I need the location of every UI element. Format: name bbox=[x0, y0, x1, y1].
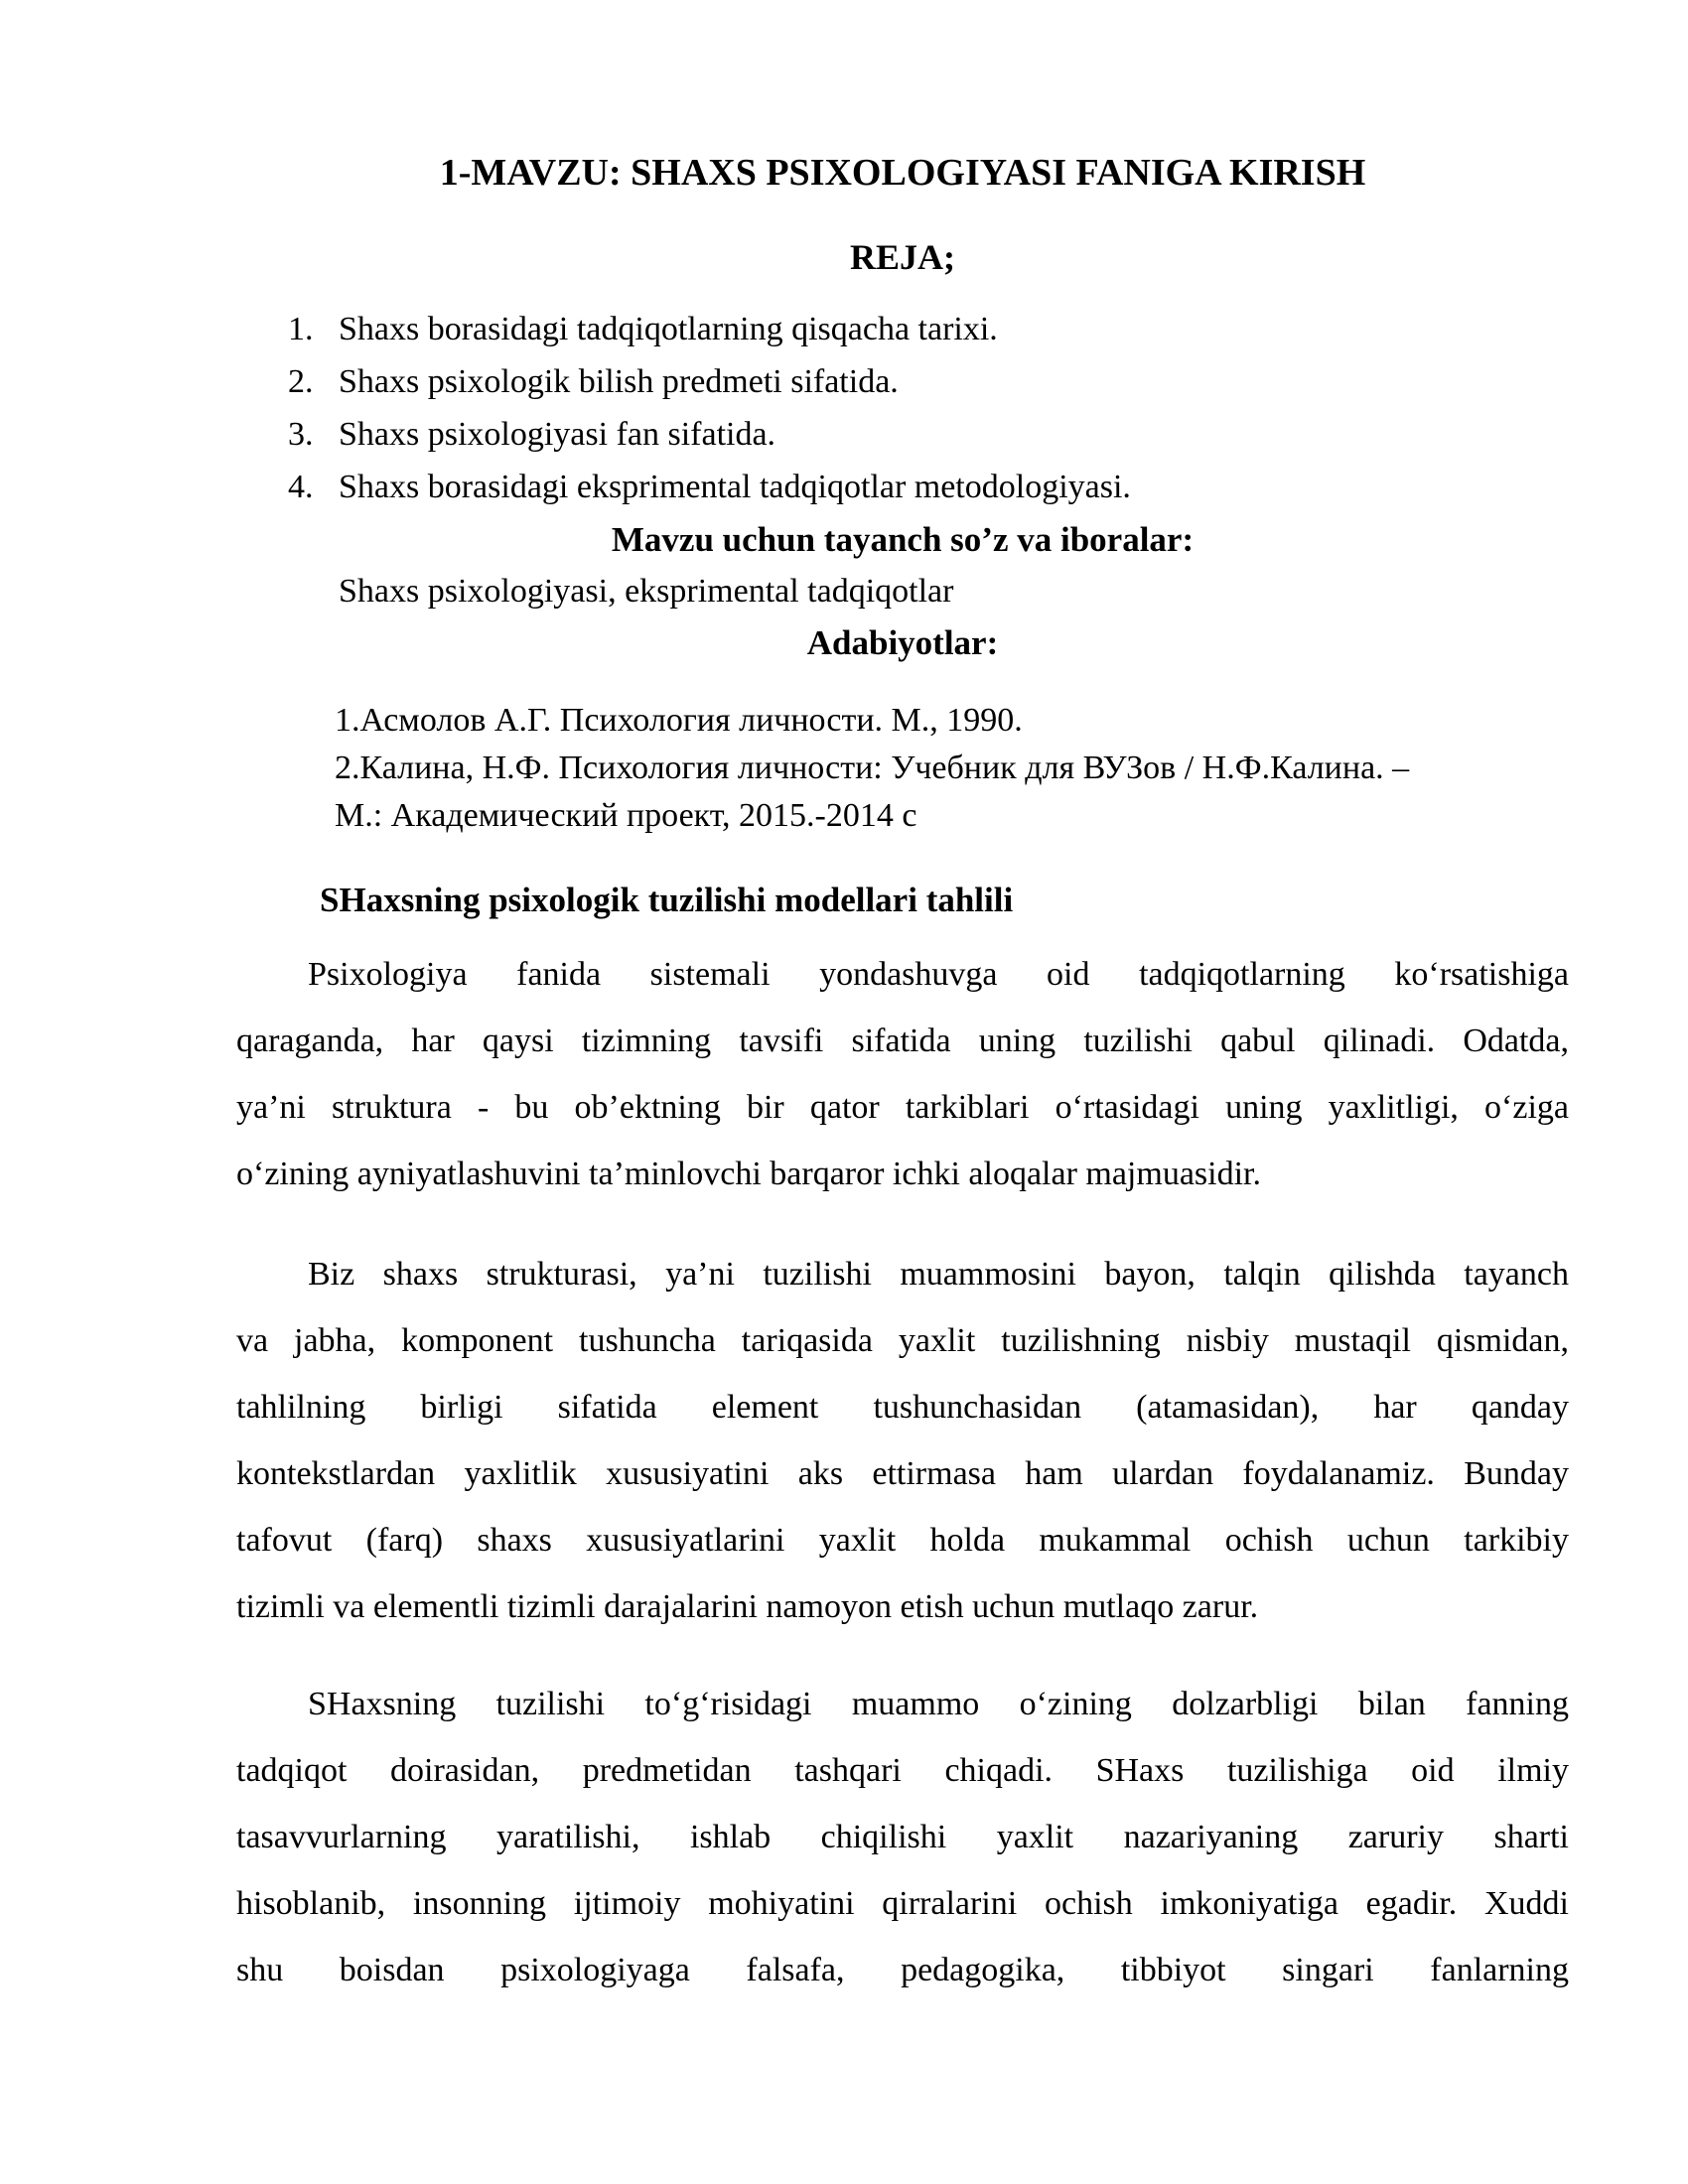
reference-line: М.: Академический проект, 2015.-2014 с bbox=[335, 797, 917, 834]
paragraph-line: tadqiqot doirasidan, predmetidan tashqari chiqadi. SHaxs tuzilishiga oid ilmiy bbox=[236, 1752, 1569, 1789]
reference-line: 1.Асмолов А.Г. Психология личности. М., 1990. bbox=[335, 702, 1023, 739]
paragraph-line: hisoblanib, insonning ijtimoiy mohiyatini qirralarini ochish imkoniyatiga egadir. Xuddi bbox=[236, 1885, 1569, 1922]
paragraph bbox=[236, 1671, 1569, 2003]
paragraph-line: tizimli va elementli tizimli darajalarini namoyon etish uchun mutlaqo zarur. bbox=[236, 1588, 1259, 1625]
list-item bbox=[236, 355, 1569, 408]
list-item bbox=[236, 461, 1569, 513]
paragraph-line: va jabha, komponent tushuncha tariqasida yaxlit tuzilishning nisbiy mustaqil qismidan, bbox=[236, 1322, 1569, 1359]
paragraph-line: ya’ni struktura - bu ob’ektning bir qator tarkiblari oʻrtasidagi uning yaxlitligi, oʻziga bbox=[236, 1089, 1569, 1126]
keywords-heading: Mavzu uchun tayanch so’z va iboralar: bbox=[611, 520, 1195, 559]
plan-list bbox=[236, 303, 1569, 513]
paragraph-line: tafovut (farq) shaxs xususiyatlarini yaxlit holda mukammal ochish uchun tarkibiy bbox=[236, 1522, 1569, 1559]
list-item-text: Shaxs psixologik bilish predmeti sifatida. bbox=[339, 363, 899, 400]
list-item bbox=[236, 408, 1569, 461]
list-item-number: 4. bbox=[288, 469, 314, 505]
plan-heading: REJA; bbox=[850, 237, 955, 277]
list-item-text: Shaxs borasidagi tadqiqotlarning qisqacha tarixi. bbox=[339, 311, 998, 347]
references-block bbox=[335, 697, 1569, 840]
paragraph-line: oʻzining ayniyatlashuvini ta’minlovchi barqaror ichki aloqalar majmuasidir. bbox=[236, 1156, 1261, 1192]
paragraph-line: qaraganda, har qaysi tizimning tavsifi sifatida uning tuzilishi qabul qilinadi. Odatda, bbox=[236, 1023, 1569, 1059]
paragraph-line: kontekstlardan yaxlitlik xususiyatini aks ettirmasa ham ulardan foydalanamiz. Bunday bbox=[236, 1455, 1569, 1492]
list-item-number: 1. bbox=[288, 311, 314, 347]
list-item-number: 2. bbox=[288, 363, 314, 400]
paragraph-line: tasavvurlarning yaratilishi, ishlab chiqilishi yaxlit nazariyaning zaruriy sharti bbox=[236, 1819, 1569, 1855]
paragraph-line: shu boisdan psixologiyaga falsafa, pedagogika, tibbiyot singari fanlarning bbox=[236, 1952, 1569, 1988]
list-item-text: Shaxs borasidagi eksprimental tadqiqotlar metodologiyasi. bbox=[339, 469, 1131, 505]
paragraph-line: tahlilning birligi sifatida element tushunchasidan (atamasidan), har qanday bbox=[236, 1389, 1569, 1426]
keywords-text: Shaxs psixologiyasi, eksprimental tadqiqotlar bbox=[339, 573, 954, 610]
reference-line: 2.Калина, Н.Ф. Психология личности: Учебник для ВУЗов / Н.Ф.Калина. – bbox=[335, 750, 1410, 786]
list-item-text: Shaxs psixologiyasi fan sifatida. bbox=[339, 416, 776, 453]
document-title: 1-MAVZU: SHAXS PSIXOLOGIYASI FANIGA KIRISH bbox=[439, 152, 1366, 194]
list-item-number: 3. bbox=[288, 416, 314, 453]
paragraph bbox=[236, 1241, 1569, 1640]
paragraph-line: SHaxsning tuzilishi toʻgʻrisidagi muammo oʻzining dolzarbligi bilan fanning bbox=[308, 1686, 1569, 1722]
paragraph-line: Psixologiya fanida sistemali yondashuvga oid tadqiqotlarning koʻrsatishiga bbox=[308, 956, 1569, 993]
section-heading: SHaxsning psixologik tuzilishi modellari tahlili bbox=[320, 881, 1014, 919]
literature-heading: Adabiyotlar: bbox=[806, 623, 999, 662]
list-item bbox=[236, 303, 1569, 355]
paragraph bbox=[236, 941, 1569, 1207]
paragraph-line: Biz shaxs strukturasi, ya’ni tuzilishi muammosini bayon, talqin qilishda tayanch bbox=[308, 1256, 1569, 1293]
